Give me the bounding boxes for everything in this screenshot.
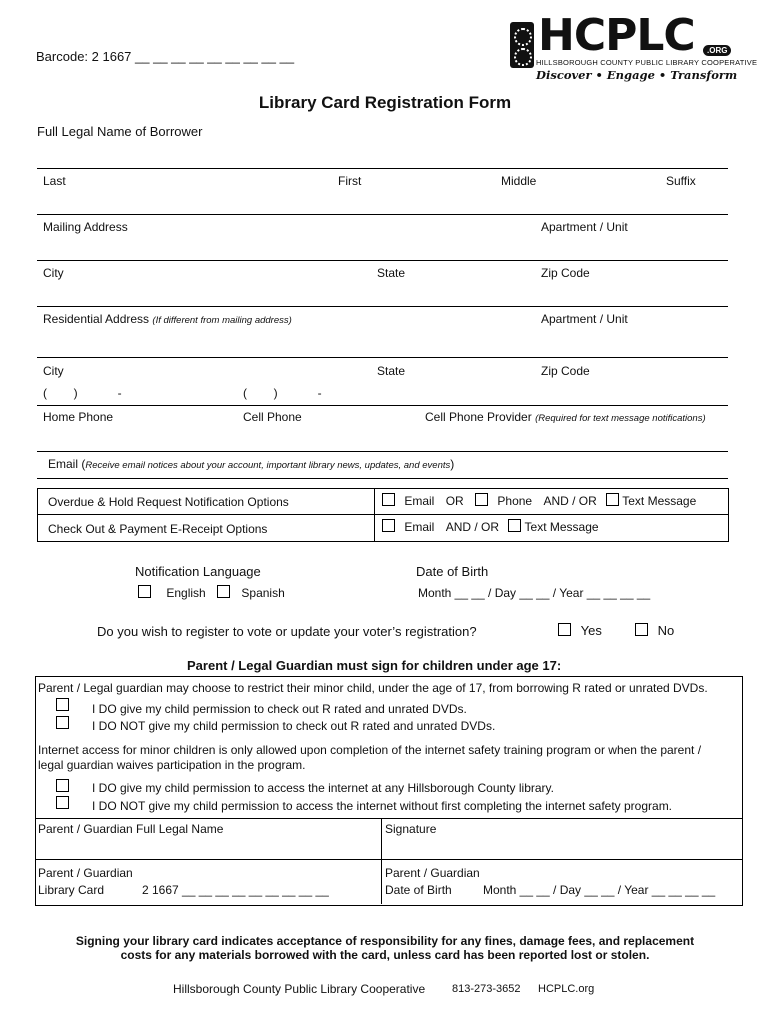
cell-provider-label: Cell Phone Provider: [425, 410, 532, 424]
cell-phone-mask: ( ) -: [243, 386, 322, 400]
dob-field[interactable]: Month __ __ / Day __ __ / Year __ __ __ __: [418, 586, 651, 600]
internet-intro-line1: Internet access for minor children is only allowed upon completion of the internet safety training program or when the parent /: [38, 743, 702, 757]
overdue-email-label: Email: [404, 494, 435, 508]
overdue-options-label: Overdue & Hold Request Notification Options: [48, 495, 289, 509]
guardian-dob-label-1: Parent / Guardian: [385, 866, 480, 880]
overdue-text-label: Text Message: [622, 494, 697, 508]
name-heading: Full Legal Name of Borrower: [37, 124, 203, 139]
checkout-text-label: Text Message: [524, 520, 599, 534]
overdue-or-label: OR: [445, 494, 464, 508]
divider: [37, 478, 728, 479]
internet-no-checkbox[interactable]: [56, 796, 69, 809]
residential-address-note: (If different from mailing address): [152, 315, 292, 326]
guardian-dob-field[interactable]: Month __ __ / Day __ __ / Year __ __ __ __: [483, 883, 716, 897]
voter-no-checkbox[interactable]: [635, 623, 648, 636]
voter-yes-label: Yes: [580, 623, 602, 638]
divider: [37, 357, 728, 358]
checkout-email-label: Email: [404, 520, 435, 534]
suffix-field[interactable]: Suffix: [666, 174, 696, 188]
email-note: Receive email notices about your account, important library news, updates, and events: [85, 460, 451, 471]
residential-state-field[interactable]: State: [377, 364, 406, 378]
home-phone-field[interactable]: Home Phone: [43, 410, 114, 424]
divider: [37, 405, 728, 406]
mailing-address-field[interactable]: Mailing Address: [43, 220, 128, 234]
overdue-phone-label: Phone: [497, 494, 533, 508]
logo-tagline: Discover • Engage • Transform: [536, 68, 738, 82]
checkout-andor-label: AND / OR: [445, 520, 500, 534]
gear-logo-icon: [510, 22, 534, 68]
email-field[interactable]: [48, 457, 454, 471]
english-checkbox[interactable]: [138, 585, 151, 598]
mailing-apt-field[interactable]: Apartment / Unit: [541, 220, 628, 234]
home-phone-mask: ( ) -: [43, 386, 122, 400]
page-title: Library Card Registration Form: [258, 93, 512, 112]
email-close: ): [450, 457, 455, 471]
divider: [37, 260, 728, 261]
guardian-heading: Parent / Legal Guardian must sign for children under age 17:: [187, 658, 562, 673]
footer-site[interactable]: HCPLC.org: [538, 983, 595, 995]
divider: [37, 214, 728, 215]
overdue-andor-label: AND / OR: [543, 494, 597, 508]
dvd-yes-label: I DO give my child permission to check out R rated and unrated DVDs.: [92, 702, 467, 716]
checkout-email-checkbox[interactable]: [382, 519, 395, 532]
overdue-text-checkbox[interactable]: [606, 493, 619, 506]
logo-org-badge: .ORG: [703, 45, 731, 56]
voter-yes-option: [558, 623, 602, 638]
checkout-text-checkbox[interactable]: [508, 519, 521, 532]
first-name-field[interactable]: First: [338, 174, 362, 188]
responsibility-notice-line2: costs for any materials borrowed with the card, unless card has been reported lost or stolen.: [120, 948, 650, 962]
internet-yes-label: I DO give my child permission to access the internet at any Hillsborough County library.: [92, 781, 554, 795]
mailing-state-field[interactable]: State: [377, 266, 406, 280]
guardian-dob-label-2: Date of Birth: [385, 883, 452, 897]
overdue-email-checkbox[interactable]: [382, 493, 395, 506]
divider: [37, 451, 728, 452]
mailing-city-field[interactable]: City: [43, 266, 64, 280]
responsibility-notice-line1: Signing your library card indicates acceptance of responsibility for any fines, damage fees, and replacement: [75, 934, 695, 948]
overdue-phone-checkbox[interactable]: [475, 493, 488, 506]
dvd-no-label: I DO NOT give my child permission to check out R rated and unrated DVDs.: [92, 719, 496, 733]
residential-city-field[interactable]: City: [43, 364, 64, 378]
email-label: Email (: [48, 457, 86, 471]
guardian-card-label-2: Library Card: [38, 883, 105, 897]
mailing-zip-field[interactable]: Zip Code: [541, 266, 590, 280]
residential-zip-field[interactable]: Zip Code: [541, 364, 590, 378]
guardian-card-number-field[interactable]: 2 1667 __ __ __ __ __ __ __ __ __: [142, 883, 329, 897]
residential-apt-field[interactable]: Apartment / Unit: [541, 312, 628, 326]
guardian-signature-field[interactable]: Signature: [385, 822, 437, 836]
dvd-no-checkbox[interactable]: [56, 716, 69, 729]
spanish-label: Spanish: [241, 586, 285, 600]
residential-address-label: Residential Address: [43, 312, 150, 326]
language-label: Notification Language: [135, 564, 261, 579]
dvd-yes-checkbox[interactable]: [56, 698, 69, 711]
dvd-intro: Parent / Legal guardian may choose to restrict their minor child, under the age of 17, from borrowing R rated or unrated DVDs.: [38, 681, 708, 695]
divider: [381, 818, 382, 904]
divider: [37, 514, 728, 515]
cell-phone-field[interactable]: Cell Phone: [243, 410, 302, 424]
checkout-options-row: [382, 519, 599, 534]
overdue-options-row: [382, 493, 696, 508]
divider: [35, 818, 742, 819]
divider: [37, 168, 728, 169]
internet-no-label: I DO NOT give my child permission to access the internet without first completing the internet safety program.: [92, 799, 673, 813]
spanish-checkbox[interactable]: [217, 585, 230, 598]
barcode-label: Barcode: 2 1667 __ __ __ __ __ __ __ __ __: [36, 49, 295, 64]
logo-subtitle: HILLSBOROUGH COUNTY PUBLIC LIBRARY COOPERATIVE: [536, 58, 758, 67]
guardian-name-field[interactable]: Parent / Guardian Full Legal Name: [38, 822, 224, 836]
voter-question: Do you wish to register to vote or update your voter’s registration?: [97, 624, 477, 639]
dob-label: Date of Birth: [416, 564, 489, 579]
divider: [37, 306, 728, 307]
checkout-options-label: Check Out & Payment E-Receipt Options: [48, 522, 268, 536]
voter-yes-checkbox[interactable]: [558, 623, 571, 636]
voter-no-label: No: [657, 623, 675, 638]
language-options: [138, 585, 285, 600]
footer-phone: 813-273-3652: [452, 983, 521, 995]
cell-provider-field[interactable]: [425, 410, 706, 424]
internet-intro-line2: legal guardian waives participation in the program.: [38, 758, 306, 772]
logo-name: HCPLC: [538, 10, 695, 61]
divider: [374, 488, 375, 541]
divider: [35, 859, 742, 860]
last-name-field[interactable]: Last: [43, 174, 66, 188]
cell-provider-note: (Required for text message notifications): [535, 413, 706, 424]
guardian-card-label-1: Parent / Guardian: [38, 866, 133, 880]
english-label: English: [166, 586, 206, 600]
internet-yes-checkbox[interactable]: [56, 779, 69, 792]
residential-address-field[interactable]: [43, 312, 292, 326]
voter-no-option: [635, 623, 674, 638]
footer-org: Hillsborough County Public Library Cooperative: [173, 982, 426, 996]
middle-name-field[interactable]: Middle: [501, 174, 537, 188]
